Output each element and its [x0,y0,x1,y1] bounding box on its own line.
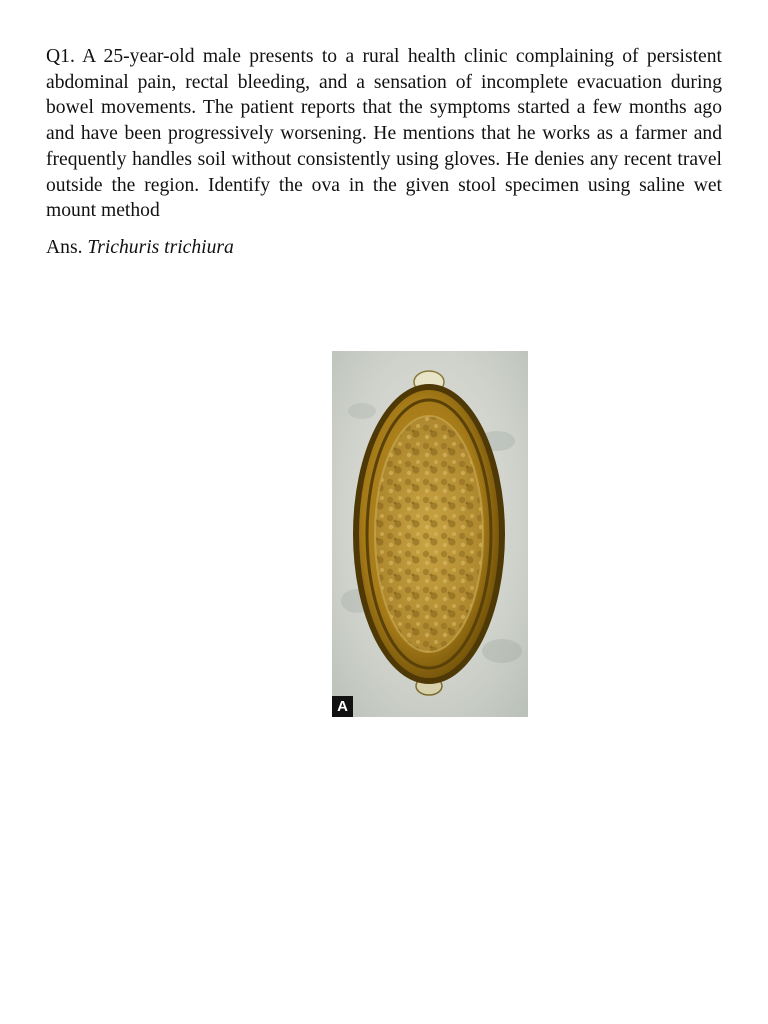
question-text: Q1. A 25-year-old male presents to a rural health clinic complaining of persistent abdominal pain, rectal bleeding, and a sensation of incomplete evacuation during bowel movements. The patient reports that the symptoms started a few months ago and have been progressively worsening. He mentions that he works as a farmer and frequently handles soil without consistently using gloves. He denies any recent travel outside the region. Identify the ova in the given stool specimen using saline wet mount method [46,46,722,222]
ova-micrograph-image [332,351,528,717]
answer-organism: Trichuris trichiura [87,237,234,258]
panel-label: A [332,696,353,717]
ova-micrograph [332,351,528,717]
answer-line [46,235,234,260]
answer-prefix: Ans. [46,237,83,258]
